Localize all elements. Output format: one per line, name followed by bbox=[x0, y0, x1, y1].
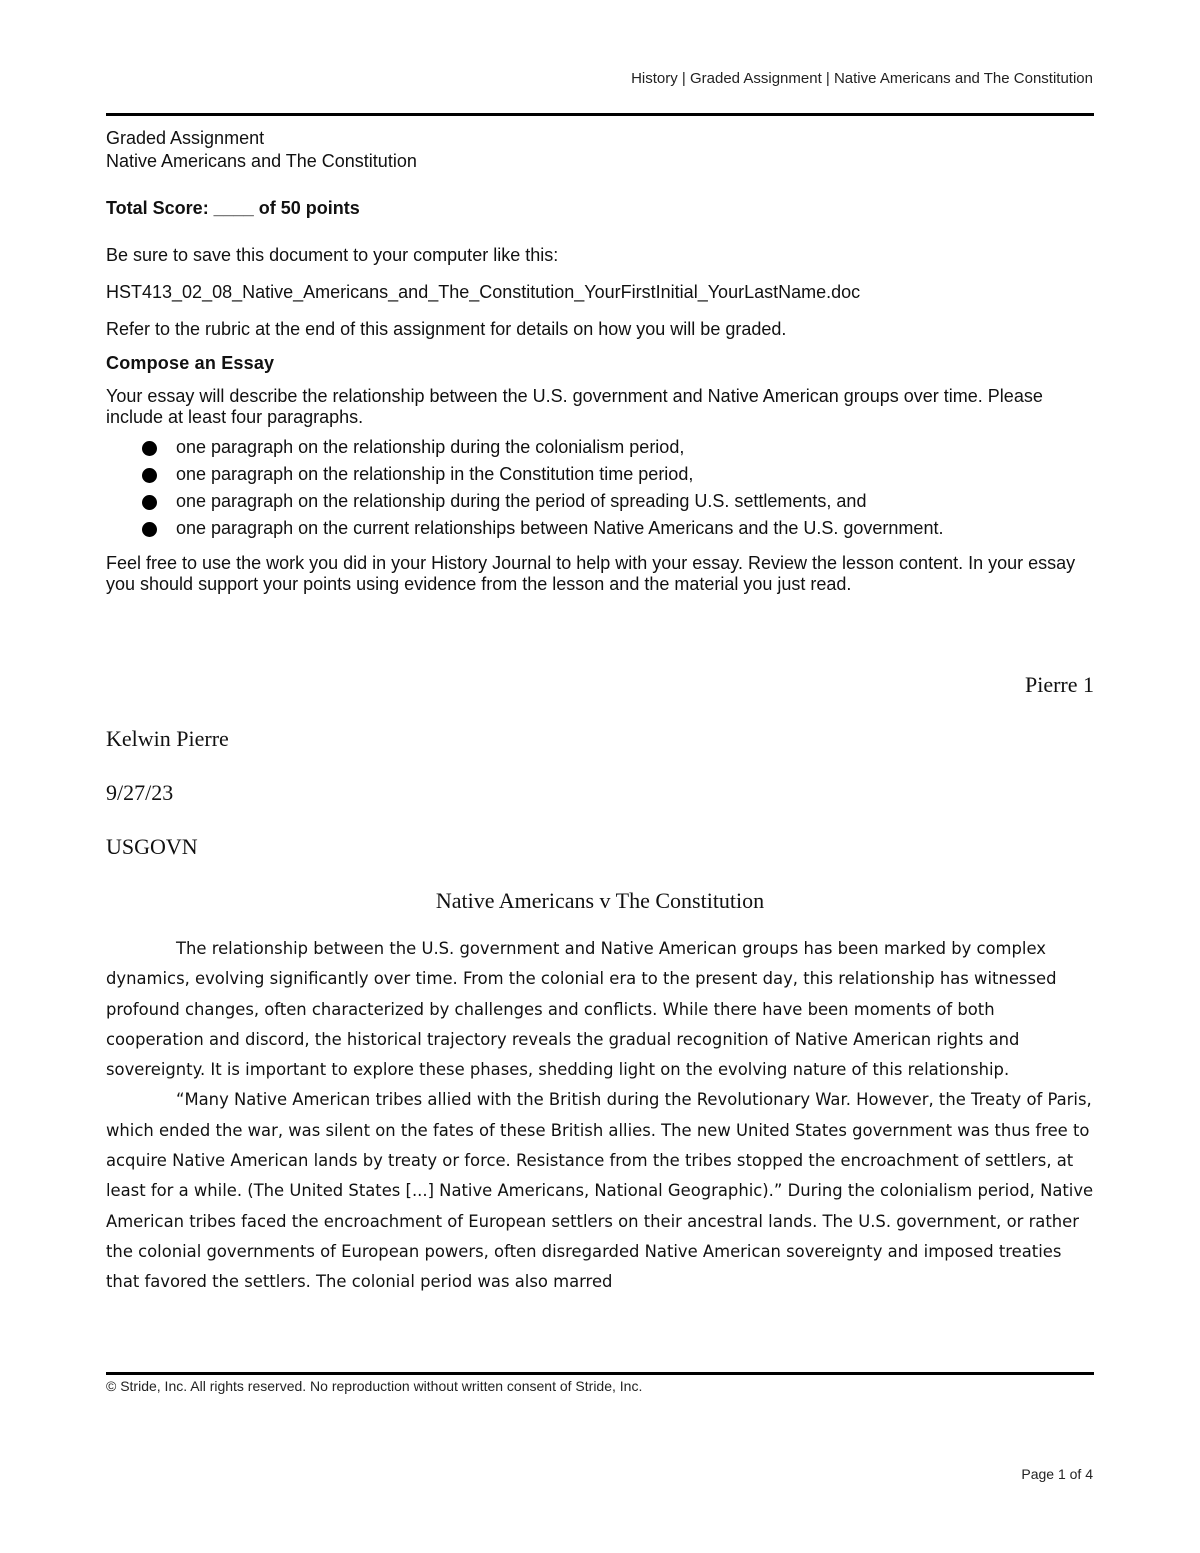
essay-paragraph: “Many Native American tribes allied with the British during the Revolutionary War. However, the Treaty of Paris, which ended the war, was silent on the fates of these British allies. The new United States government was thus free to acquire Native American lands by treaty or force. Resistance from the tribes stopped the encroachment of settlers, at least for a while. (The United States [...] Native Americans, National Geographic).” During the colonialism period, Native American tribes faced the encroachment of European settlers on their ancestral lands. The U.S. government, or rather the colonial governments of European powers, often disregarded Native American sovereignty and imposed treaties that favored the settlers. The colonial period was also marred bbox=[106, 1090, 1094, 1292]
essay-course: USGOVN bbox=[106, 834, 198, 859]
rubric-note: Refer to the rubric at the end of this assignment for details on how you will be graded. bbox=[106, 319, 787, 339]
essay-page-label: Pierre 1 bbox=[1024, 672, 1094, 697]
requirements-list bbox=[106, 434, 1094, 542]
essay-author: Kelwin Pierre bbox=[106, 726, 229, 751]
assignment-title: Native Americans and The Constitution bbox=[106, 151, 417, 171]
total-score: Total Score: ____ of 50 points bbox=[106, 198, 360, 218]
header-rule bbox=[106, 113, 1094, 116]
essay-paragraph: The relationship between the U.S. government and Native American groups has been marked by complex dynamics, evolving significantly over time. From the colonial era to the present day, this relationship has witnessed profound changes, often characterized by challenges and conflicts. While there have been moments of both cooperation and discord, the historical trajectory reveals the gradual recognition of Native American rights and sovereignty. It is important to explore these phases, shedding light on the evolving nature of this relationship. bbox=[106, 939, 1057, 1080]
essay-title: Native Americans v The Constitution bbox=[435, 888, 765, 913]
save-instruction: Be sure to save this document to your computer like this: bbox=[106, 245, 559, 265]
assignment-type-label: Graded Assignment bbox=[106, 128, 265, 148]
essay-body bbox=[106, 934, 1094, 1298]
running-header: History | Graded Assignment | Native Americans and The Constitution bbox=[631, 70, 1093, 87]
essay-prompt: Your essay will describe the relationship between the U.S. government and Native American groups over time. Please include at least four paragraphs. bbox=[106, 386, 1043, 427]
list-item: one paragraph on the current relationships between Native Americans and the U.S. government. bbox=[142, 515, 1094, 542]
footer-rule bbox=[106, 1372, 1094, 1375]
page-indicator: Page 1 of 4 bbox=[1021, 1466, 1093, 1482]
student-essay bbox=[106, 670, 1094, 1298]
copyright-notice: © Stride, Inc. All rights reserved. No reproduction without written consent of Stride, Inc. bbox=[106, 1378, 643, 1394]
list-item: one paragraph on the relationship during the period of spreading U.S. settlements, and bbox=[142, 488, 1094, 515]
list-item: one paragraph on the relationship during the colonialism period, bbox=[142, 434, 1094, 461]
assignment-section bbox=[106, 127, 1094, 595]
essay-date: 9/27/23 bbox=[106, 780, 174, 805]
list-item: one paragraph on the relationship in the Constitution time period, bbox=[142, 461, 1094, 488]
closing-note: Feel free to use the work you did in your History Journal to help with your essay. Review the lesson content. In your essay you should support your points using evidence from the lesson and the material you just read. bbox=[106, 553, 1076, 594]
file-name: HST413_02_08_Native_Americans_and_The_Constitution_YourFirstInitial_YourLastName.doc bbox=[106, 282, 861, 302]
section-heading: Compose an Essay bbox=[106, 353, 275, 373]
